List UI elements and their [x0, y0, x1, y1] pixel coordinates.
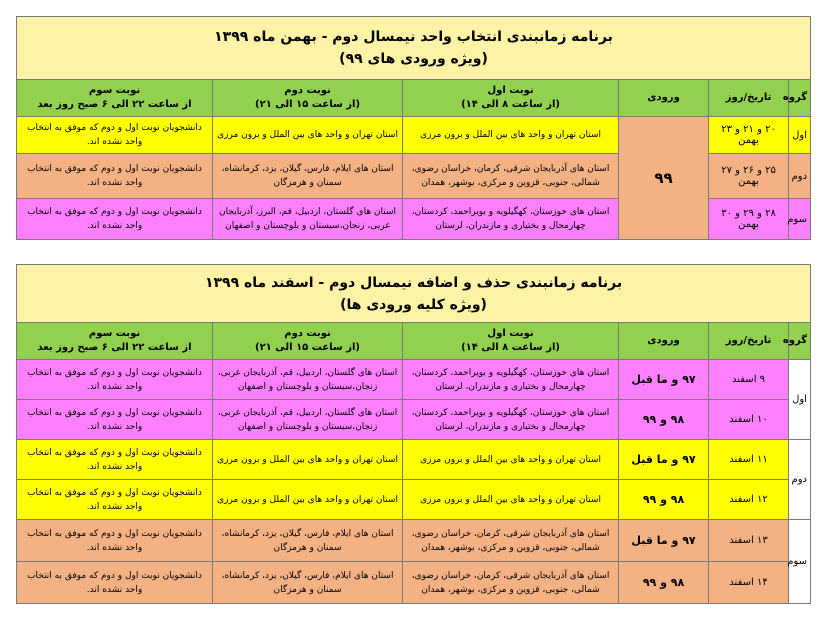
shift1-cell: استان تهران و واحد های بین الملل و برون مرزی	[403, 480, 619, 520]
shift2-cell: استان های گلستان، اردبیل، قم، آذربایجان غربی، زنجان،سیستان و بلوچستان و اصفهان	[213, 360, 403, 400]
shift3-cell: دانشجویان نوبت اول و دوم که موفق به انتخاب واحد نشده اند.	[17, 480, 213, 520]
unit-selection-table	[16, 16, 811, 240]
shift3-title: نوبت سوم	[88, 328, 141, 339]
table-title	[17, 17, 811, 80]
header-shift3	[17, 323, 213, 360]
shift3-cell: دانشجویان نوبت اول و دوم که موفق به انتخاب واحد نشده اند.	[17, 520, 213, 562]
entry-cell: ۹۷ و ما قبل	[619, 360, 709, 400]
shift3-time: از ساعت ۲۲ الی ۶ صبح روز بعد	[37, 99, 192, 110]
header-shift2	[213, 323, 403, 360]
entry-cell: ۹۸ و ۹۹	[619, 562, 709, 604]
shift1-cell: استان های آذربایجان شرقی، کرمان، خراسان رضوی، شمالی، جنوبی، قزوین و مرکزی، بوشهر، همدان	[403, 520, 619, 562]
header-group: گروه	[789, 80, 811, 117]
header-entry: ورودی	[619, 80, 709, 117]
shift3-cell: دانشجویان نوبت اول و دوم که موفق به انتخاب واحد نشده اند.	[17, 440, 213, 480]
date-cell: ۱۱ اسفند	[709, 440, 789, 480]
table-row	[17, 117, 811, 154]
shift1-cell: استان های خوزستان، کهگیلویه و بویراحمد، کردستان، چهارمحال و بختیاری و مازندران، لرستان	[403, 400, 619, 440]
date-cell: ۲۵ و ۲۶ و ۲۷ بهمن	[709, 154, 789, 199]
table-row	[17, 400, 811, 440]
header-date: تاریخ/روز	[709, 80, 789, 117]
table-row	[17, 440, 811, 480]
group-cell: اول	[789, 117, 811, 154]
shift3-cell: دانشجویان نوبت اول و دوم که موفق به انتخاب واحد نشده اند.	[17, 400, 213, 440]
shift3-cell: دانشجویان نوبت اول و دوم که موفق به انتخاب واحد نشده اند.	[17, 117, 213, 154]
shift2-cell: استان تهران و واحد های بین الملل و برون مرزی	[213, 440, 403, 480]
subtitle-text: (ویژه کلیه ورودی ها)	[340, 296, 487, 313]
add-drop-table	[16, 264, 811, 604]
shift2-cell: استان تهران و واحد های بین الملل و برون مرزی	[213, 117, 403, 154]
entry-cell: ۹۹	[619, 117, 709, 240]
shift3-title: نوبت سوم	[88, 85, 141, 96]
group-cell: سوم	[789, 199, 811, 240]
subtitle-text: (ویژه ورودی های ۹۹)	[339, 51, 488, 67]
date-cell: ۱۳ اسفند	[709, 520, 789, 562]
shift3-cell: دانشجویان نوبت اول و دوم که موفق به انتخاب واحد نشده اند.	[17, 360, 213, 400]
table-row	[17, 360, 811, 400]
header-shift3	[17, 80, 213, 117]
group-cell: دوم	[789, 440, 811, 520]
entry-cell: ۹۷ و ما قبل	[619, 440, 709, 480]
entry-cell: ۹۸ و ۹۹	[619, 480, 709, 520]
shift3-time: از ساعت ۲۲ الی ۶ صبح روز بعد	[37, 342, 192, 353]
shift2-title: نوبت دوم	[284, 85, 331, 96]
shift1-title: نوبت اول	[487, 328, 534, 339]
entry-cell: ۹۸ و ۹۹	[619, 400, 709, 440]
date-cell: ۹ اسفند	[709, 360, 789, 400]
shift2-cell: استان تهران و واحد های بین الملل و برون مرزی	[213, 480, 403, 520]
shift2-cell: استان های ایلام، فارس، گیلان، یزد، کرمانشاه، سمنان و هرمزگان	[213, 154, 403, 199]
date-cell: ۲۸ و ۲۹ و ۳۰ بهمن	[709, 199, 789, 240]
shift3-cell: دانشجویان نوبت اول و دوم که موفق به انتخاب واحد نشده اند.	[17, 199, 213, 240]
shift1-cell: استان های آذربایجان شرقی، کرمان، خراسان رضوی، شمالی، جنوبی، قزوین و مرکزی، بوشهر، همدان	[403, 154, 619, 199]
shift1-cell: استان تهران و واحد های بین الملل و برون مرزی	[403, 440, 619, 480]
title-text: برنامه زمانبندی حذف و اضافه نیمسال دوم - اسفند ماه ۱۳۹۹	[204, 274, 623, 291]
date-cell: ۱۰ اسفند	[709, 400, 789, 440]
header-shift2	[213, 80, 403, 117]
header-shift1	[403, 323, 619, 360]
table-row	[17, 480, 811, 520]
shift1-cell: استان های خوزستان، کهگیلویه و بویراحمد، کردستان، چهارمحال و بختیاری و مازندران، لرستان	[403, 360, 619, 400]
shift2-title: نوبت دوم	[284, 328, 331, 339]
shift2-time: (از ساعت ۱۵ الی ۲۱)	[255, 99, 361, 110]
shift1-cell: استان های خوزستان، کهگیلویه و بویراحمد، کردستان، چهارمحال و بختیاری و مازندران، لرستان	[403, 199, 619, 240]
header-group: گروه	[789, 323, 811, 360]
date-cell: ۱۲ اسفند	[709, 480, 789, 520]
shift1-cell: استان تهران و واحد های بین الملل و برون مرزی	[403, 117, 619, 154]
table-row	[17, 562, 811, 604]
shift1-title: نوبت اول	[487, 85, 534, 96]
entry-cell: ۹۷ و ما قبل	[619, 520, 709, 562]
shift1-time: (از ساعت ۸ الی ۱۴)	[461, 99, 560, 110]
shift3-cell: دانشجویان نوبت اول و دوم که موفق به انتخاب واحد نشده اند.	[17, 154, 213, 199]
group-cell: سوم	[789, 520, 811, 604]
date-cell: ۱۴ اسفند	[709, 562, 789, 604]
table-title	[17, 265, 811, 323]
header-shift1	[403, 80, 619, 117]
shift2-time: (از ساعت ۱۵ الی ۲۱)	[255, 342, 361, 353]
group-cell: دوم	[789, 154, 811, 199]
title-text: برنامه زمانبندی انتخاب واحد نیمسال دوم - بهمن ماه ۱۳۹۹	[214, 29, 613, 45]
shift2-cell: استان های ایلام، فارس، گیلان، یزد، کرمانشاه، سمنان و هرمزگان	[213, 520, 403, 562]
group-cell: اول	[789, 360, 811, 440]
header-entry: ورودی	[619, 323, 709, 360]
shift2-cell: استان های گلستان، اردبیل، قم، آذربایجان غربی، زنجان،سیستان و بلوچستان و اصفهان	[213, 400, 403, 440]
date-cell: ۲۰ و ۲۱ و ۲۳ بهمن	[709, 117, 789, 154]
header-date: تاریخ/روز	[709, 323, 789, 360]
shift2-cell: استان های ایلام، فارس، گیلان، یزد، کرمانشاه، سمنان و هرمزگان	[213, 562, 403, 604]
shift1-time: (از ساعت ۸ الی ۱۴)	[461, 342, 560, 353]
shift2-cell: استان های گلستان، اردبیل، قم، البرز، آذربایجان غربی، زنجان،سیستان و بلوچستان و اصفهان	[213, 199, 403, 240]
shift1-cell: استان های آذربایجان شرقی، کرمان، خراسان رضوی، شمالی، جنوبی، قزوین و مرکزی، بوشهر، همدان	[403, 562, 619, 604]
shift3-cell: دانشجویان نوبت اول و دوم که موفق به انتخاب واحد نشده اند.	[17, 562, 213, 604]
table-row	[17, 520, 811, 562]
